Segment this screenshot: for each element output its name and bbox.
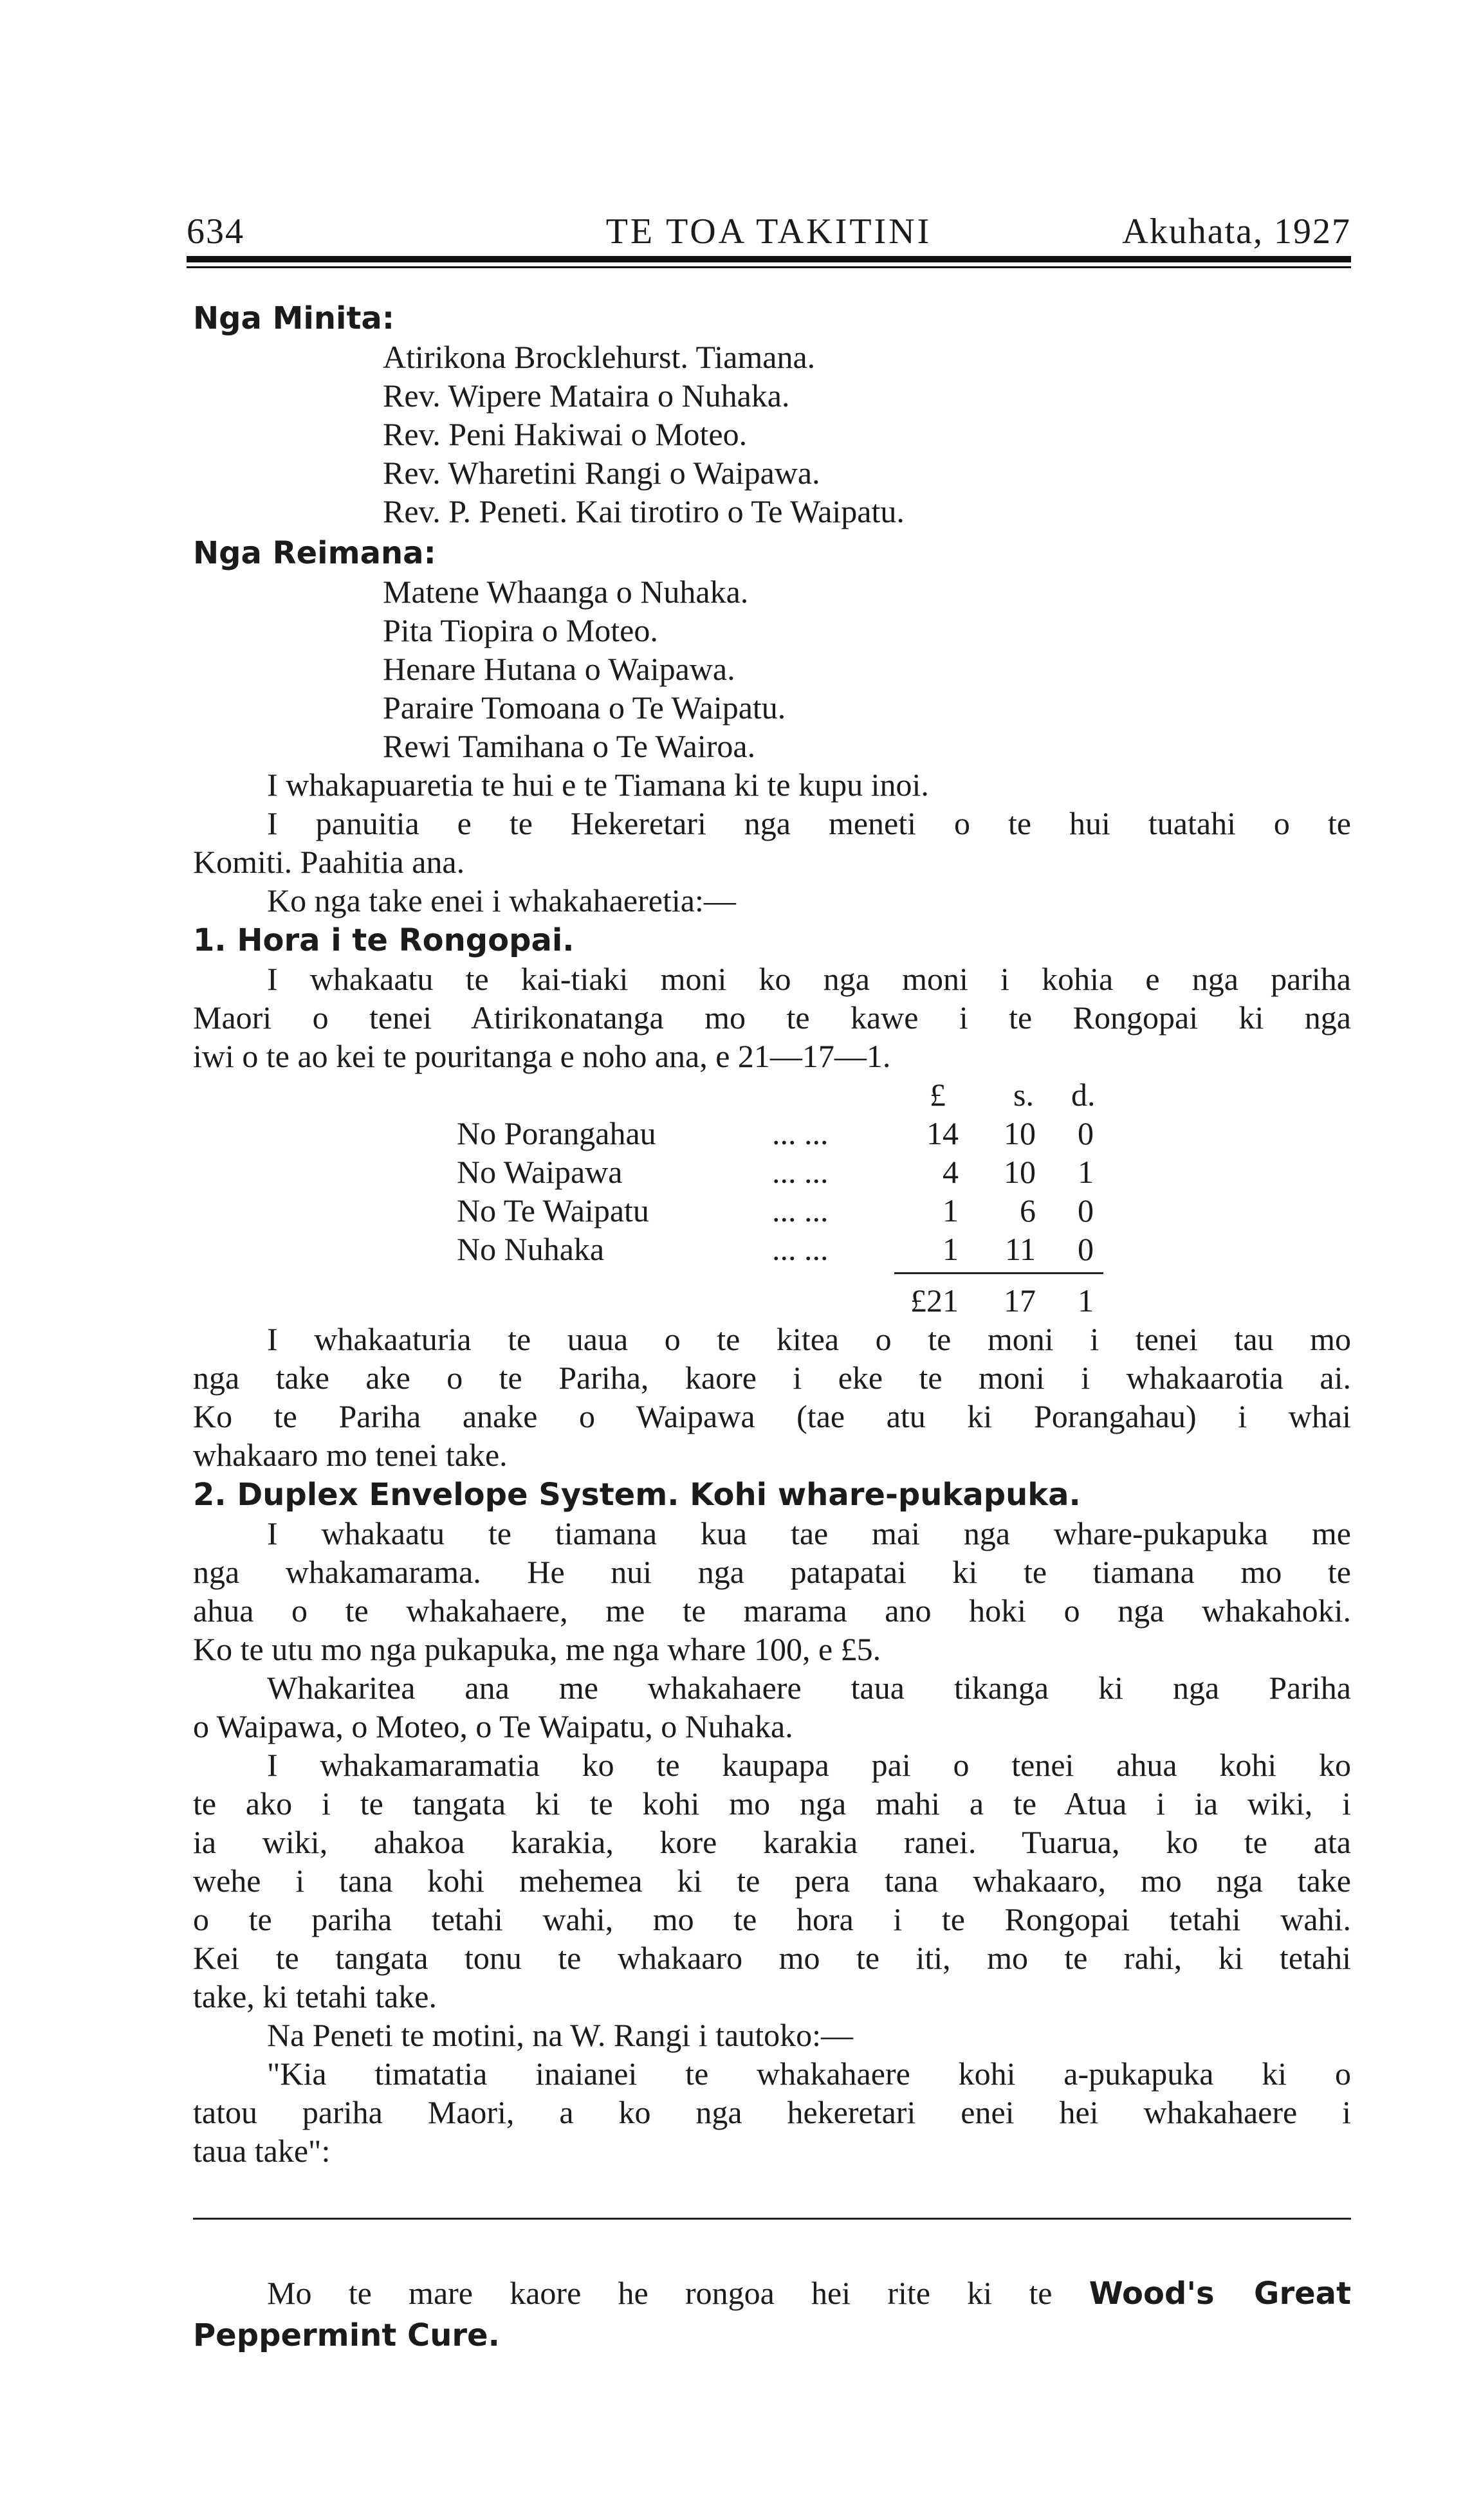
row-pounds: 4	[943, 1154, 959, 1190]
row-label: No Waipawa	[457, 1154, 623, 1190]
row-pence: 0	[1078, 1115, 1094, 1151]
section-heading-ministers: Nga Minita:	[193, 300, 395, 336]
paragraph-line: te ako i te tangata ki te kohi mo nga mahi a te Atua i ia wiki, i	[193, 1785, 1351, 1822]
advert-text: Mo te mare kaore he rongoa hei rite ki te	[267, 2275, 1053, 2311]
motion-line: Na Peneti te motini, na W. Rangi i tautoko:—	[267, 2017, 854, 2053]
layman-item: Pita Tiopira o Moteo.	[383, 612, 658, 648]
paragraph-line: o Waipawa, o Moteo, o Te Waipatu, o Nuhaka.	[193, 1708, 793, 1744]
advert-product: Peppermint Cure.	[193, 2317, 500, 2353]
row-pence: 0	[1078, 1192, 1094, 1228]
paragraph-line: nga take ake o te Pariha, kaore i eke te moni i whakaarotia ai.	[193, 1360, 1351, 1396]
row-pence: 0	[1078, 1231, 1094, 1267]
row-label: No Nuhaka	[457, 1231, 605, 1267]
layman-item: Henare Hutana o Waipawa.	[383, 651, 735, 687]
quote-line: "Kia timatatia inaianei te whakahaere kohi a-pukapuka ki o	[267, 2056, 1351, 2092]
header-rule	[187, 256, 1351, 262]
paragraph-line: I panuitia e te Hekeretari nga meneti o te hui tuatahi o te	[267, 805, 1351, 841]
quote-line: taua take":	[193, 2133, 331, 2169]
paragraph-line: I whakaatu te tiamana kua tae mai nga whare-pukapuka me	[267, 1515, 1351, 1551]
minister-item: Atirikona Brocklehurst. Tiamana.	[383, 339, 816, 375]
quote-line: tatou pariha Maori, a ko nga hekeretari enei hei whakahaere i	[193, 2094, 1351, 2130]
paragraph-line: nga whakamarama. He nui nga patapatai ki te tiamana mo te	[193, 1554, 1351, 1590]
paragraph-line: take, ki tetahi take.	[193, 1978, 437, 2014]
section-heading-2: 2. Duplex Envelope System. Kohi whare-pukapuka.	[193, 1477, 1081, 1513]
total-shillings: 17	[1004, 1283, 1036, 1319]
row-dots: ... ...	[772, 1231, 829, 1267]
paragraph-line: I whakamaramatia ko te kaupapa pai o tenei ahua kohi ko	[267, 1747, 1351, 1783]
section-heading-1: 1. Hora i te Rongopai.	[193, 922, 575, 958]
page-header	[187, 211, 1351, 256]
publication-title: TE TOA TAKITINI	[605, 212, 932, 251]
layman-item: Rewi Tamihana o Te Wairoa.	[383, 728, 756, 764]
paragraph-line: ia wiki, ahakoa karakia, kore karakia ranei. Tuarua, ko te ata	[193, 1824, 1351, 1860]
row-pounds: 14	[926, 1115, 959, 1151]
total-pence: 1	[1078, 1283, 1094, 1319]
row-pounds: 1	[943, 1192, 959, 1228]
paragraph-line: whakaaro mo tenei take.	[193, 1437, 508, 1473]
row-label: No Porangahau	[457, 1115, 656, 1151]
advert-line	[193, 2315, 500, 2355]
paragraph-line: ahua o te whakahaere, me te marama ano hoki o nga whakahoki.	[193, 1593, 1351, 1629]
advert-divider	[193, 2218, 1351, 2220]
issue-date: Akuhata, 1927	[1122, 212, 1351, 251]
paragraph-line: Ko nga take enei i whakahaeretia:—	[267, 882, 736, 918]
row-label: No Te Waipatu	[457, 1192, 649, 1228]
advert-line	[267, 2274, 1351, 2313]
page-number: 634	[187, 212, 244, 251]
layman-item: Paraire Tomoana o Te Waipatu.	[383, 689, 786, 726]
paragraph-line: Whakaritea ana me whakahaere taua tikanga ki nga Pariha	[267, 1670, 1351, 1706]
row-pence: 1	[1078, 1154, 1094, 1190]
row-dots: ... ...	[772, 1154, 829, 1190]
paragraph-line: I whakaatu te kai-tiaki moni ko nga moni i kohia e nga pariha	[267, 961, 1351, 997]
row-dots: ... ...	[772, 1192, 829, 1228]
paragraph-line: I whakapuaretia te hui e te Tiamana ki te kupu inoi.	[267, 767, 929, 803]
minister-item: Rev. Peni Hakiwai o Moteo.	[383, 416, 748, 452]
layman-item: Matene Whaanga o Nuhaka.	[383, 574, 749, 610]
column-header-pence: d.	[1071, 1077, 1096, 1113]
row-pounds: 1	[943, 1231, 959, 1267]
paragraph-line: Maori o tenei Atirikonatanga mo te kawe i te Rongopai ki nga	[193, 1000, 1351, 1036]
paragraph-line: Ko te utu mo nga pukapuka, me nga whare 100, e £5.	[193, 1631, 881, 1667]
paragraph-line: wehe i tana kohi mehemea ki te pera tana whakaaro, mo nga take	[193, 1863, 1351, 1899]
column-header-shillings: s.	[1013, 1077, 1034, 1113]
minister-item: Rev. Wharetini Rangi o Waipawa.	[383, 455, 820, 491]
total-pounds: £21	[910, 1283, 959, 1319]
minister-item: Rev. P. Peneti. Kai tirotiro o Te Waipatu.	[383, 493, 905, 529]
advert-product: Wood's Great	[1089, 2276, 1352, 2312]
paragraph-line: iwi o te ao kei te pouritanga e noho ana, e 21—17—1.	[193, 1038, 891, 1074]
paragraph-line: I whakaaturia te uaua o te kitea o te moni i tenei tau mo	[267, 1321, 1351, 1357]
row-shillings: 11	[1004, 1231, 1036, 1267]
section-heading-laymen: Nga Reimana:	[193, 535, 436, 571]
paragraph-line: o te pariha tetahi wahi, mo te hora i te Rongopai tetahi wahi.	[193, 1901, 1351, 1937]
row-shillings: 6	[1020, 1192, 1036, 1228]
paragraph-line: Kei te tangata tonu te whakaaro mo te iti, mo te rahi, ki tetahi	[193, 1940, 1351, 1976]
row-shillings: 10	[1004, 1154, 1036, 1190]
row-shillings: 10	[1004, 1115, 1036, 1151]
row-dots: ... ...	[772, 1115, 829, 1151]
header-rule-thin	[187, 266, 1351, 268]
total-rule	[894, 1272, 1103, 1274]
paragraph-line: Ko te Pariha anake o Waipawa (tae atu ki Porangahau) i whai	[193, 1398, 1351, 1434]
column-header-pounds: £	[930, 1077, 946, 1113]
paragraph-line: Komiti. Paahitia ana.	[193, 844, 465, 880]
minister-item: Rev. Wipere Mataira o Nuhaka.	[383, 378, 790, 414]
